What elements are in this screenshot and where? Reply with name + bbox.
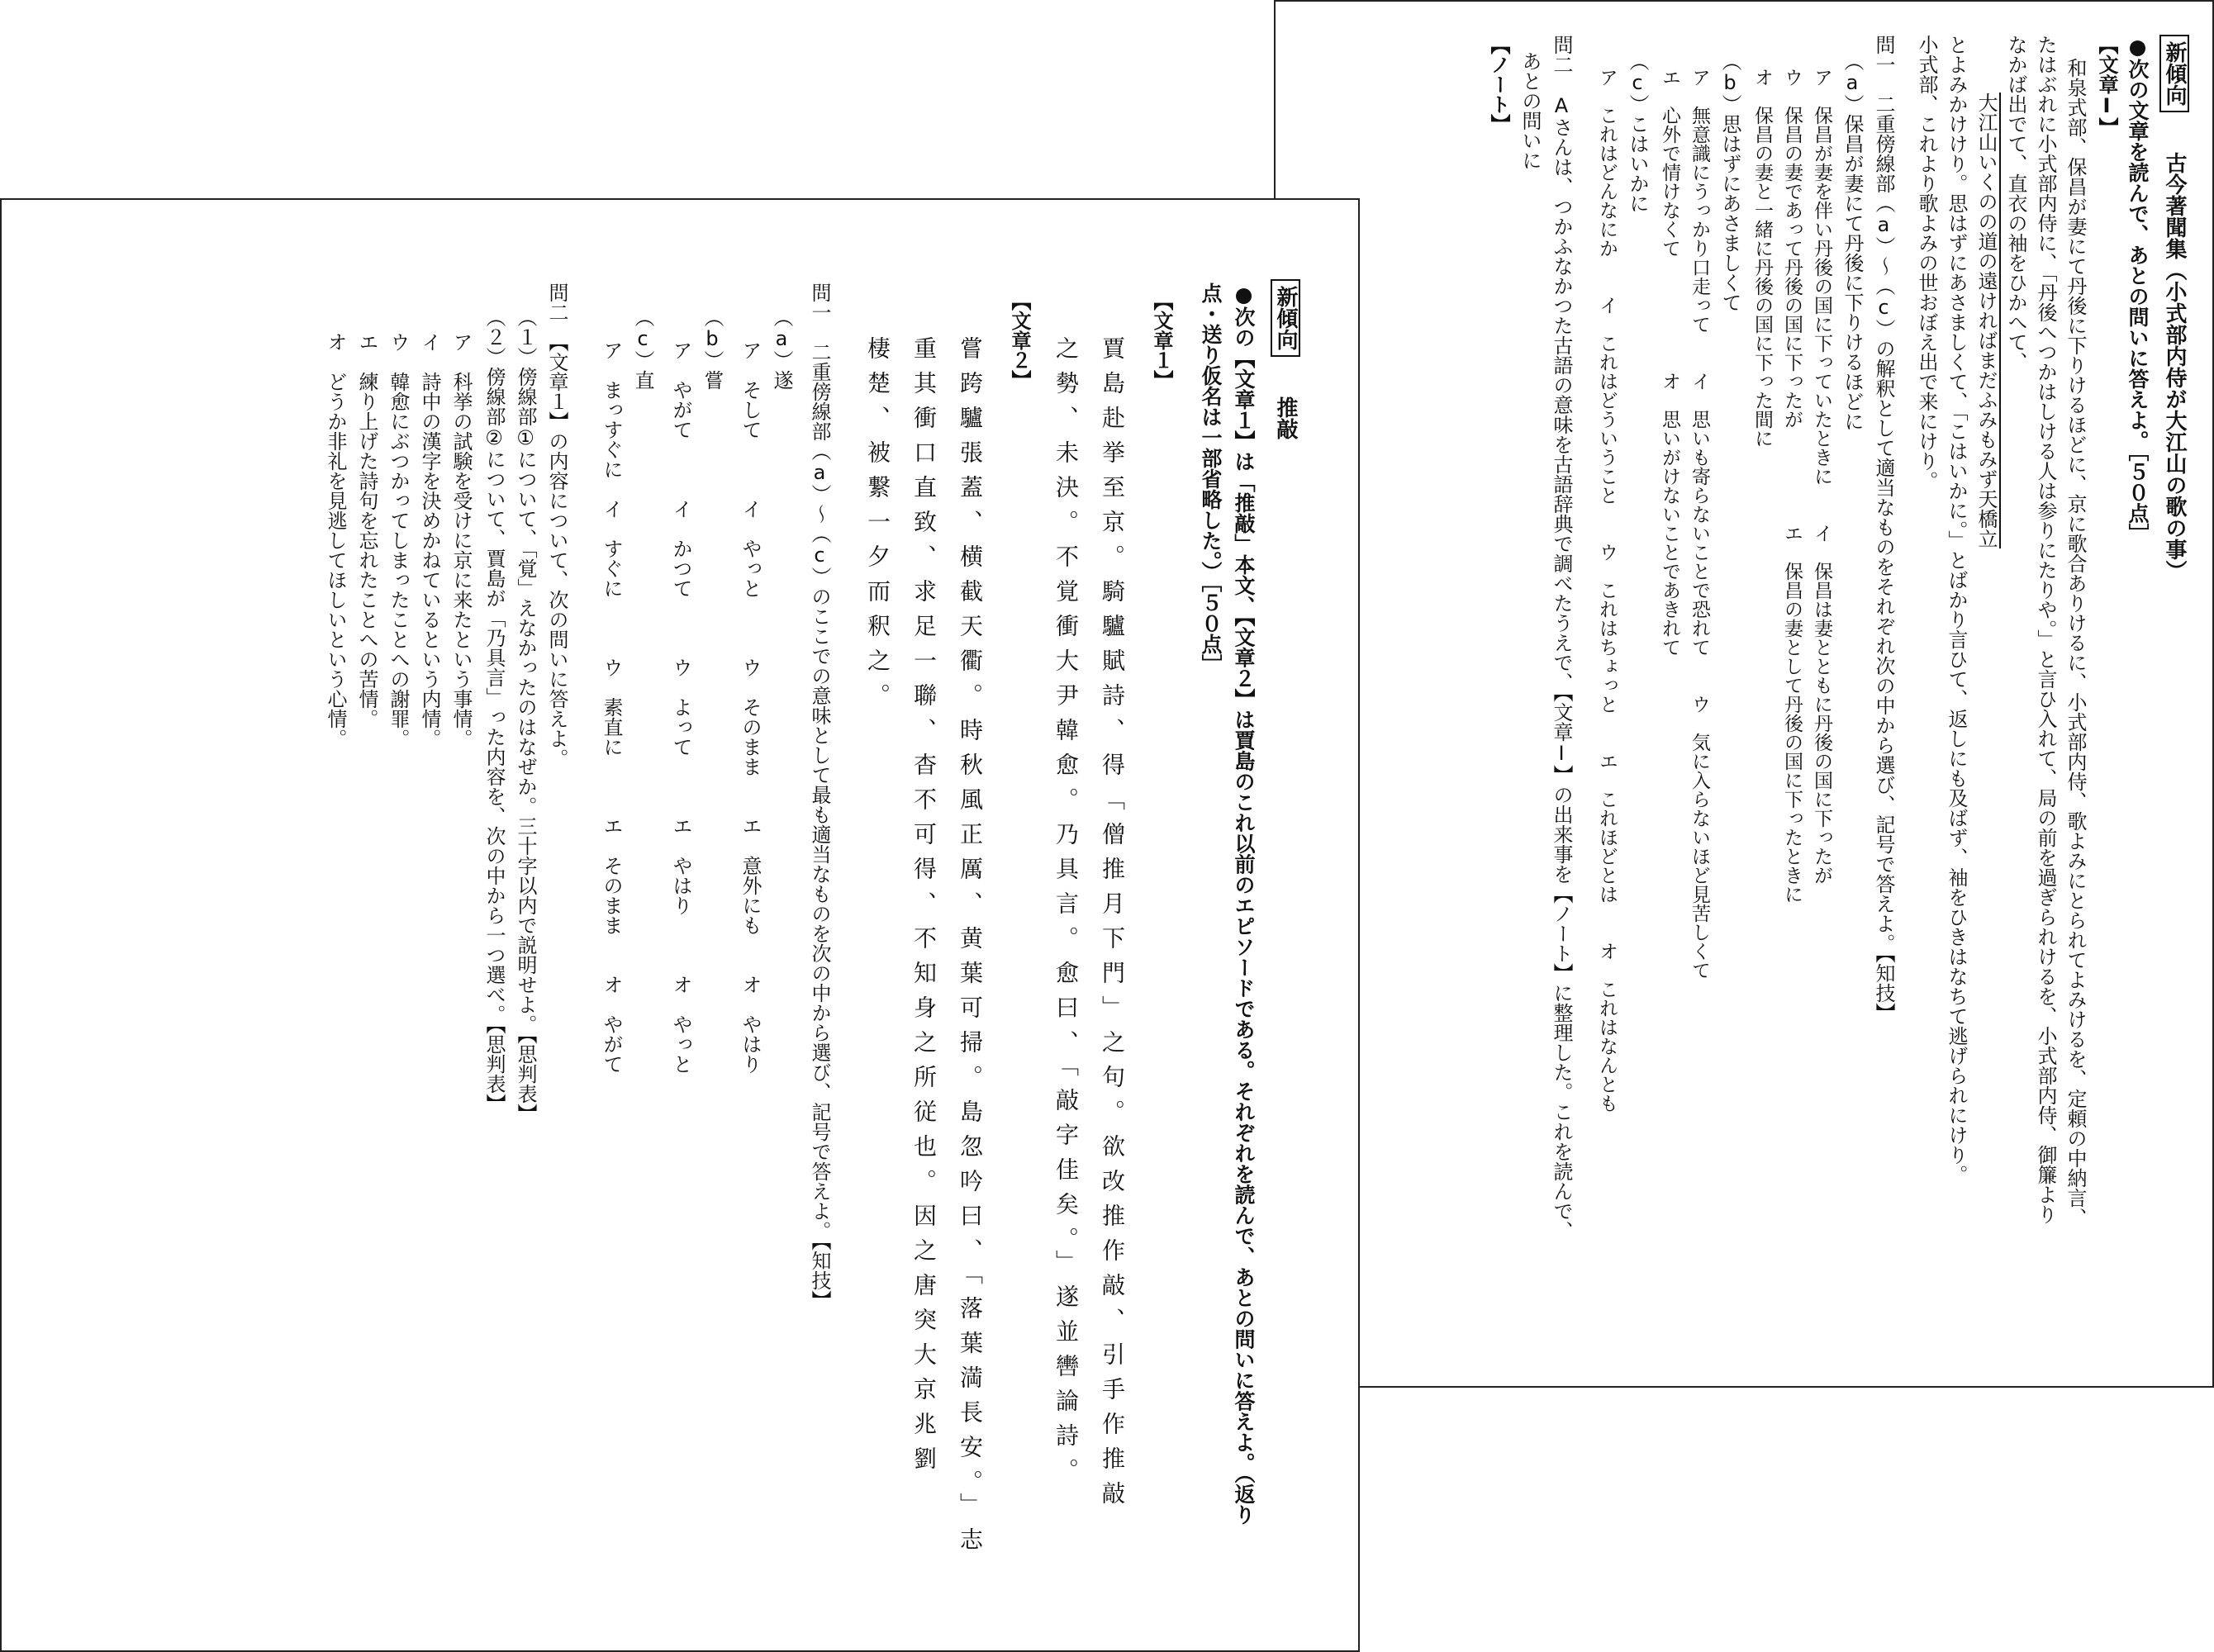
kanbun-line-5: 棲楚、被繋一夕而釈之。 xyxy=(864,336,891,718)
q1c-option-line-1: ア これはどんなにか イ これはどういうこと ウ これはちょっと エ これほどとは オ これはなんとも xyxy=(1596,68,1618,1113)
new-trend-badge: 新傾向 xyxy=(1271,279,1300,357)
q1a-option-line-1: ア 保昌が妻を伴い丹後の国に下っていたときに イ 保昌は妻とともに丹後の国に下ったが xyxy=(1811,68,1832,885)
q2-sub2: （２）傍線部②について、賈島が「乃具言」った内容を、次の中から一つ選べ。【思判表】 xyxy=(482,307,506,1113)
q1a-option-line-3: オ 保昌の妻と一緒に丹後の国に下った間に xyxy=(1751,68,1773,448)
q2-option-e: エ 練り上げた詩句を忘れたことへの苦情。 xyxy=(355,332,378,729)
instruction-line-2: 点・送り仮名は一部省略した。）［５０点］ xyxy=(1199,282,1223,675)
q2-option-o: オ どうか非礼を見逃してほしいという心情。 xyxy=(324,332,347,748)
q1a-label: （a）保昌が妻にて丹後に下りけるほどに xyxy=(1841,51,1864,431)
q2-option-i: イ 詩中の漢字を決めかねているという内情。 xyxy=(418,332,441,748)
q1-prompt: 問一 二重傍線部（a）〜（c）のここでの意味として最も適当なものを次の中から選び、記号で答えよ。【知技】 xyxy=(808,282,831,1310)
q2-continued: あとの問いに xyxy=(1518,51,1542,170)
new-trend-badge: 新傾向 xyxy=(2159,35,2189,112)
header-column xyxy=(2159,35,2189,582)
q1b-option-line-1: ア 無意識にうっかり口走って イ 思いも寄らないことで恐れて ウ 気に入らないほど見苦しくて xyxy=(1689,68,1710,980)
q2-option-u: ウ 韓愈にぶつかってしまったことへの謝罪。 xyxy=(387,332,410,748)
text-line-3: なかば出でて、直衣の袖をひかへて、 xyxy=(2004,35,2027,372)
q1b-label: （b）思はずにあさましくて xyxy=(1718,51,1741,312)
kanbun-line-3: 嘗跨驢張蓋、横截天衢。時秋風正厲、黄葉可掃。島忽吟曰、「落葉満長安。」志 xyxy=(957,336,984,1562)
q1c-label: （c）直 xyxy=(631,307,654,390)
section-label-1: 【文章１】 xyxy=(1150,291,1173,390)
text-line-2: たはぶれに小式部内侍に、「丹後へつかはしける人は参りにたりや。」と言ひ入れて、局の前を過ぎられけるを、小式部内侍、御簾より xyxy=(2034,35,2057,1224)
section-label-1: 【文章Ⅰ】 xyxy=(2095,35,2118,137)
q1b-options: ア やがて イ かつて ウ よって エ やはり オ やっと xyxy=(669,340,692,1074)
text-line-5: とよみかけけり。思はずにあさましくて、「こはいかに。」とばかり言ひて、返しにも及ばず、袖をひきはなちて逃げられにけり。 xyxy=(1945,35,1968,1184)
kanbun-line-4: 重其衝口直致、求足一聯、杳不可得、不知身之所従也。因之唐突大京兆劉 xyxy=(910,336,938,1481)
poem-line xyxy=(1976,93,1996,548)
q1b-option-line-2: エ 心外で情けなくて オ 思いがけないことであきれて xyxy=(1659,68,1680,657)
q1b-label: （b）嘗 xyxy=(701,307,724,390)
section-label-2: 【文章２】 xyxy=(1008,291,1031,390)
q2-prompt: 問二 Aさんは、つかふなかつた古語の意味を古語辞典で調べたうえで、【文章Ⅰ】の出来事を【ノート】に整理した。これを読んで、 xyxy=(1550,35,1573,1241)
q1a-label: （a）遂 xyxy=(770,307,793,390)
kanbun-line-2: 之勢、未決。不覚衝大尹韓愈。乃具言。愈曰、「敲字佳矣。」遂並轡論詩。 xyxy=(1052,336,1080,1493)
instruction: ●次の文章を読んで、あとの問いに答えよ。［５０点］ xyxy=(2126,35,2150,544)
header-column xyxy=(1271,279,1300,439)
worksheet-page-kokon-chomonju xyxy=(1274,0,2214,1388)
q1c-label: （c）こはいかに xyxy=(1626,51,1649,213)
kanbun-line-1: 賈島赴挙至京。騎驢賦詩、得「僧推月下門」之句。欲改推作敲、引手作推敲 xyxy=(1099,336,1126,1516)
page-title: 古今著聞集（小式部内侍が大江山の歌の事） xyxy=(2162,152,2187,582)
text-line-1: 和泉式部、保昌が妻にて丹後に下りけるほどに、京に歌合ありけるに、小式部内侍、歌よみにとられてよみけるを、定頼の中納言、 xyxy=(2064,58,2087,1227)
instruction-line-1: ●次の【文章１】は「推敲」本文、【文章２】は賈島のこれ以前のエピソードである。それぞれを読んで、あとの問いに答えよ。（返り xyxy=(1232,282,1256,1525)
q1c-options: ア まっすぐに イ すぐに ウ 素直に エ そのまま オ やがて xyxy=(600,340,623,1074)
q1a-options: ア そして イ やっと ウ そのまま エ 意外にも オ やはり xyxy=(739,340,762,1074)
q1a-option-line-2: ウ 保昌の妻であって丹後の国に下ったが エ 保昌の妻として丹後の国に下ったときに xyxy=(1781,68,1803,904)
q1-prompt: 問一 二重傍線部（a）〜（c）の解釈として適当なものをそれぞれ次の中から選び、記号で答えよ。【知技】 xyxy=(1872,35,1895,1023)
page-title: 推敲 xyxy=(1273,396,1298,439)
q2-sub1: （１）傍線部①について、「覚」えなかったのはなぜか。三十字以内で説明せよ。【思判表】 xyxy=(514,307,537,1123)
text-line-6: 小式部、これより歌よみの世おぼえ出で来にけり。 xyxy=(1915,35,1938,491)
q2-option-a: ア 科挙の試験を受けに京に来たという事情。 xyxy=(449,332,473,748)
poem-text: 大江山いくのの道の遠ければまだふみもみず天橋立 xyxy=(1974,93,2001,548)
q2-prompt: 問二 【文章１】の内容について、次の問いに答えよ。 xyxy=(545,282,568,768)
worksheet-page-suiko xyxy=(0,198,1360,1652)
note-label: 【ノート】 xyxy=(1487,35,1510,134)
